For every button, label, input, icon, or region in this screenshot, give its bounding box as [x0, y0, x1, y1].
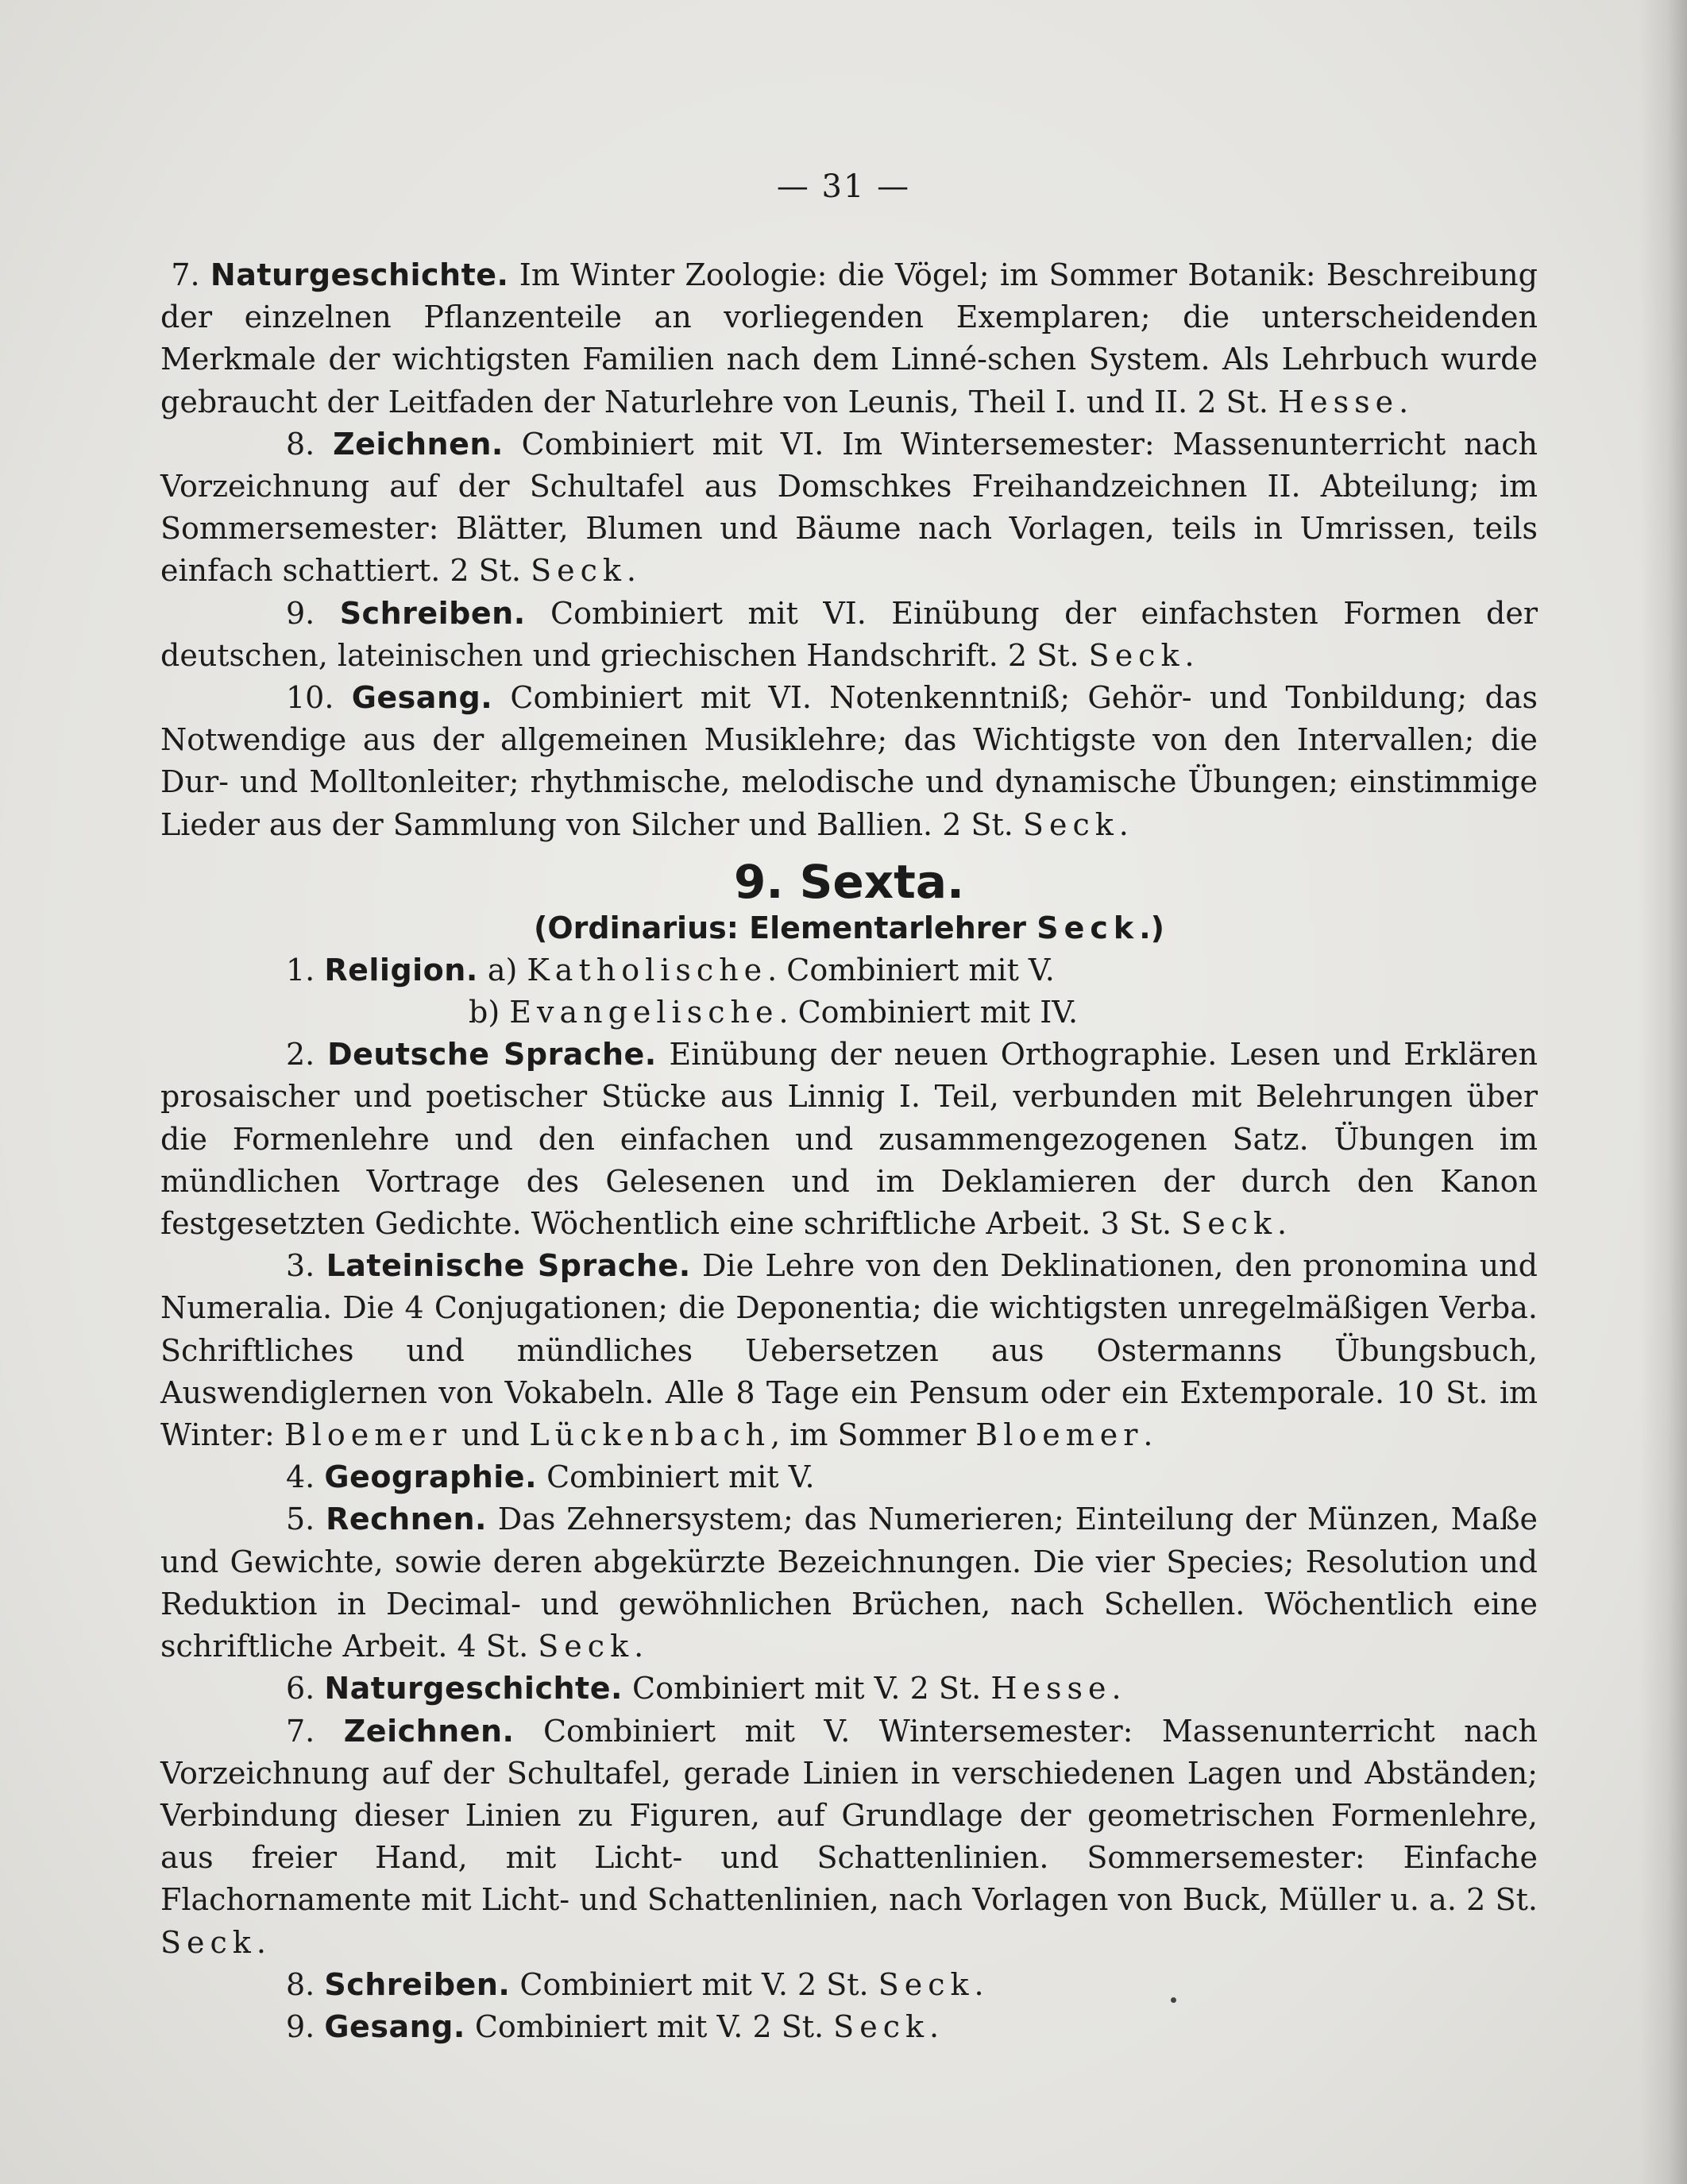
teacher-name: Seck	[1088, 637, 1185, 673]
item-text: Die Lehre von den Deklinationen, den pronomina und Numeralia. Die 4 Conjugationen; die Deponentia; die wichtigsten unregelmäßigen Verba. Schriftliches und mündliches Uebersetzen aus Ostermanns Übungsbuch, Auswendiglernen von Vokabeln. Alle 8 Tage ein Pensum oder ein Extemporale. 10 St. im Winter:	[160, 1248, 1538, 1453]
teacher-name-2: Lückenbach	[529, 1417, 771, 1453]
section-subtitle	[160, 906, 1538, 949]
item-number: 1.	[286, 952, 315, 988]
item-end: .	[1277, 1206, 1287, 1242]
quinta-item	[160, 254, 1538, 423]
teacher-name: Seck	[1022, 806, 1119, 842]
item-heading: Naturgeschichte.	[210, 257, 509, 292]
item-heading: Lateinische Sprache.	[326, 1248, 691, 1284]
item-end: .	[974, 1966, 984, 2002]
item-text: Combiniert mit V. 2 St.	[510, 1966, 878, 2002]
item-number: 6.	[286, 1671, 315, 1707]
sexta-item	[160, 1245, 1538, 1456]
item-heading: Deutsche Sprache.	[327, 1037, 657, 1073]
page-number: — 31 —	[776, 168, 911, 205]
item-heading: Religion.	[324, 952, 478, 988]
item-heading: Schreiben.	[339, 595, 526, 631]
item-text: Combiniert mit V.	[537, 1459, 815, 1495]
sexta-item	[160, 1710, 1538, 1964]
item-heading: Naturgeschichte.	[324, 1671, 623, 1707]
book-spine-shadow	[1639, 0, 1687, 2184]
item-heading: Gesang.	[324, 2008, 465, 2044]
item-number: 8.	[286, 1966, 315, 2002]
religion-b-confession: Evangelische	[509, 995, 779, 1030]
item-number: 8.	[286, 426, 315, 462]
sexta-item	[160, 1964, 1538, 2006]
religion-a-confession: Katholische	[527, 952, 768, 988]
teacher-name: Seck	[833, 2008, 930, 2044]
religion-item-b	[160, 991, 1538, 1034]
item-end: .	[1399, 384, 1409, 419]
item-text-2: und	[451, 1417, 530, 1453]
religion-a-label: a)	[477, 952, 527, 988]
item-end: .	[1118, 806, 1129, 842]
religion-b-text: . Combiniert mit IV.	[778, 995, 1079, 1030]
religion-a-text: . Combiniert mit V.	[767, 952, 1055, 988]
item-end: .	[1184, 637, 1195, 673]
item-number: 2.	[286, 1037, 315, 1073]
religion-b-label: b)	[469, 995, 510, 1030]
teacher-name: Seck	[160, 1924, 257, 1960]
sexta-item	[160, 1498, 1538, 1668]
teacher-name: Seck	[531, 553, 627, 589]
teacher-name-3: Bloemer	[975, 1417, 1144, 1453]
item-heading: Zeichnen.	[333, 426, 504, 462]
item-heading: Gesang.	[351, 680, 493, 716]
teacher-name: Seck	[538, 1629, 635, 1664]
sexta-item	[160, 1034, 1538, 1245]
item-text: Combiniert mit V. 2 St.	[465, 2008, 834, 2044]
teacher-name: Bloemer	[284, 1417, 452, 1453]
item-text: Combiniert mit V. Wintersemester: Massenunterricht nach Vorzeichnung auf der Schultafel, gerade Linien in verschiedenen Lagen und Abständen; Verbindung dieser Linien zu Figuren, auf Grundlage der geometrischen Formenlehre, aus freier Hand, mit Licht- und Schattenlinien. Sommersemester: Einfache Flachornamente mit Licht- und Schattenlinien, nach Vorlagen von Buck, Müller u. a. 2 St.	[160, 1713, 1538, 1918]
item-end: .	[1143, 1417, 1153, 1453]
item-number: 3.	[286, 1248, 315, 1284]
item-end: .	[929, 2008, 940, 2044]
item-text-3: , im Sommer	[770, 1417, 976, 1453]
quinta-item	[160, 593, 1538, 677]
subtitle-prefix: (Ordinarius: Elementarlehrer	[533, 910, 1037, 945]
item-number: 9.	[286, 595, 315, 631]
item-end: .	[256, 1924, 266, 1960]
item-number: 9.	[286, 2008, 315, 2044]
item-text: Combiniert mit VI. Einübung der einfachsten Formen der deutschen, lateinischen und griechischen Handschrift. 2 St.	[160, 595, 1538, 673]
item-heading: Geographie.	[324, 1459, 537, 1495]
quinta-item	[160, 423, 1538, 593]
item-text: Das Zehnersystem; das Numerieren; Einteilung der Münzen, Maße und Gewichte, sowie deren abgekürzte Bezeichnungen. Die vier Species; Resolution und Reduktion in Decimal- und gewöhnlichen Brüchen, nach Schellen. Wöchentlich eine schriftliche Arbeit. 4 St.	[160, 1502, 1538, 1664]
item-end: .	[626, 553, 637, 589]
sexta-item	[160, 1668, 1538, 1710]
teacher-name: Seck	[878, 1966, 975, 2002]
religion-item	[160, 949, 1538, 991]
item-end: .	[1111, 1671, 1121, 1707]
item-heading: Schreiben.	[324, 1966, 511, 2002]
item-number: 7.	[286, 1713, 315, 1749]
section-title: 9. Sexta.	[734, 854, 964, 909]
item-number: 10.	[286, 680, 334, 716]
sexta-item	[160, 1456, 1538, 1498]
subtitle-suffix: .)	[1139, 910, 1164, 945]
teacher-name: Seck	[1181, 1206, 1277, 1242]
item-text: Combiniert mit VI. Notenkenntniß; Gehör- und Tonbildung; das Notwendige aus der allgemeinen Musiklehre; das Wichtigste von den Intervallen; die Dur- und Molltonleiter; rhythmische, melodische und dynamische Übungen; einstimmige Lieder aus der Sammlung von Silcher und Ballien. 2 St.	[160, 680, 1538, 842]
item-number: 7.	[171, 257, 200, 292]
quinta-item	[160, 677, 1538, 846]
page-text	[160, 254, 1538, 2048]
item-number: 4.	[286, 1459, 315, 1495]
teacher-name: Hesse	[990, 1671, 1112, 1707]
item-end: .	[634, 1629, 644, 1664]
ordinarius-name: Seck	[1037, 910, 1140, 945]
teacher-name: Hesse	[1278, 384, 1399, 419]
item-text: Combiniert mit V. 2 St.	[622, 1671, 991, 1707]
item-number: 5.	[286, 1502, 315, 1537]
item-heading: Zeichnen.	[343, 1713, 515, 1749]
sexta-item	[160, 2006, 1538, 2048]
item-text: Einübung der neuen Orthographie. Lesen und Erklären prosaischer und poetischer Stücke aus Linnig I. Teil, verbunden mit Belehrungen über die Formenlehre und den einfachen und zusammengezogenen Satz. Übungen im mündlichen Vortrage des Gelesenen und im Deklamieren der durch den Kanon festgesetzten Gedichte. Wöchentlich eine schriftliche Arbeit. 3 St.	[160, 1037, 1538, 1242]
item-heading: Rechnen.	[326, 1502, 487, 1537]
item-text: Im Winter Zoologie: die Vögel; im Sommer Botanik: Beschreibung der einzelnen Pflanzenteile an vorliegenden Exemplaren; die unterscheidenden Merkmale der wichtigsten Familien nach dem Linné-schen System. Als Lehrbuch wurde gebraucht der Leitfaden der Naturlehre von Leunis, Theil I. und II. 2 St.	[160, 257, 1538, 419]
ink-speck	[1171, 1997, 1176, 2003]
item-text: Combiniert mit VI. Im Wintersemester: Massenunterricht nach Vorzeichnung auf der Schultafel aus Domschkes Freihandzeichnen II. Abteilung; im Sommersemester: Blätter, Blumen und Bäume nach Vorlagen, teils in Umrissen, teils einfach schattiert. 2 St.	[160, 426, 1538, 589]
